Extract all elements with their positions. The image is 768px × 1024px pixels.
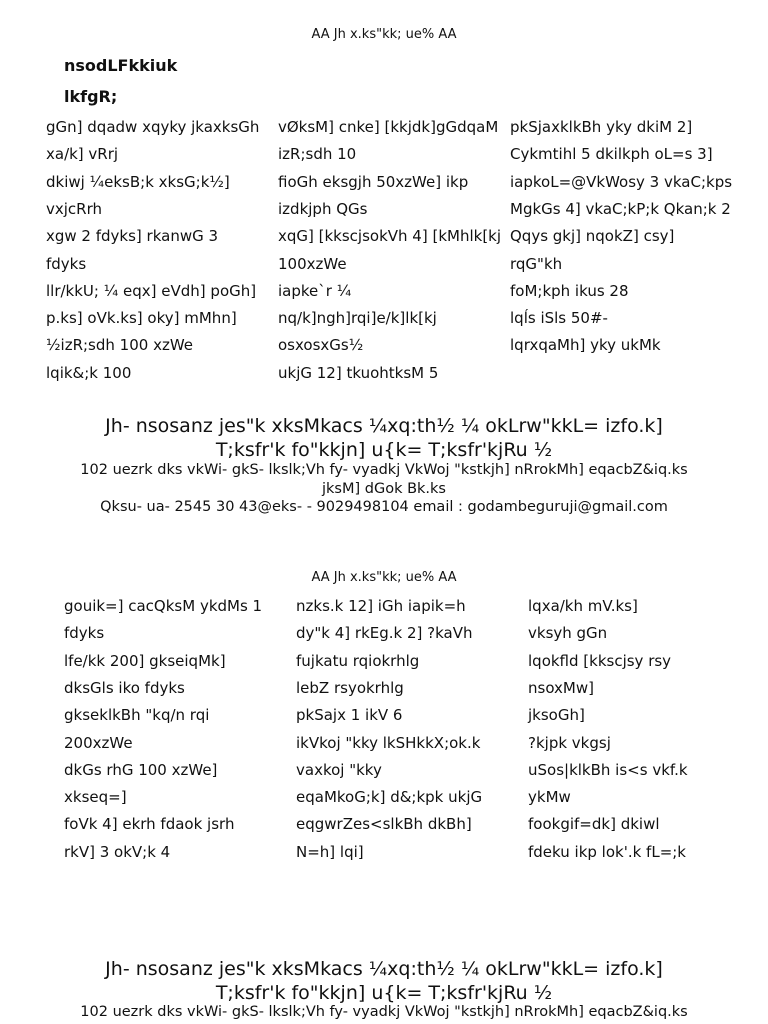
list-item: p.ks] oVk.ks] oky] mMhn] <box>46 309 237 328</box>
list-item: ukjG 12] tkuohtksM 5 <box>278 363 439 382</box>
list-item: nsoxMw] <box>528 678 594 697</box>
list-item: eqaMkoG;k] d&;kpk ukjG <box>296 788 483 807</box>
list-item: dy"k 4] rkEg.k 2] ?kaVh <box>296 624 473 643</box>
list-item: vØksM] cnke] [kkjdk]gGdqaM <box>278 118 499 136</box>
page2-title-line2: T;ksfr'k fo"kkjn] u{k= T;ksfr'kjRu ½ <box>215 982 553 1004</box>
list-item: xkseq=] <box>64 788 127 807</box>
list-item: rkV] 3 okV;k 4 <box>64 842 171 861</box>
list-item: dksGls iko fdyks <box>64 678 185 697</box>
list-item: lqxa/kh mV.ks] <box>528 597 638 615</box>
list-item: foVk 4] ekrh fdaok jsrh <box>64 815 235 834</box>
list-item: vaxkoj "kky <box>296 760 382 779</box>
list-item: xa/k] vRrj <box>46 145 119 164</box>
heading-lkfgr: lkfgR; <box>64 87 118 106</box>
page2-address-line1: 102 uezrk dks vkWi- gkS- lkslk;Vh fy- vyadkj VkWoj "kstkjh] nRrokMh] eqacbZ&iq.ks <box>80 1004 688 1020</box>
list-item: 100xzWe <box>278 254 347 273</box>
list-item: fioGh eksgjh 50xzWe] ikp <box>278 172 469 191</box>
list-item: iapkoL=@VkWosy 3 vkaC;kps <box>510 172 733 191</box>
list-item: iapke`r ¼ <box>278 281 352 300</box>
list-item: lfe/kk 200] gkseiqMk] <box>64 651 226 670</box>
list-item: ½izR;sdh 100 xzWe <box>46 336 193 355</box>
list-item: fdeku ikp lok'.k fL=;k <box>528 842 686 861</box>
list-item: llr/kkU; ¼ eqx] eVdh] poGh] <box>46 281 257 300</box>
list-item: lqik&;k 100 <box>46 363 132 382</box>
page1-title-line2: T;ksfr'k fo"kkjn] u{k= T;ksfr'kjRu ½ <box>215 439 553 461</box>
list-item: ikVkoj "kky lkSHkkX;ok.k <box>296 733 481 752</box>
list-item: lqĺs iSls 50#- <box>510 309 608 328</box>
page2-header: AA Jh x.ks"kk; ue% AA <box>311 570 457 585</box>
list-item: fookgif=dk] dkiwl <box>528 815 660 834</box>
page2-title-line1: Jh- nsosanz jes"k xksMkacs ¼xq:th½ ¼ okLrw"kkL= izfo.k] <box>105 958 663 980</box>
list-item: fdyks <box>46 254 87 273</box>
list-item: pkSajx 1 ikV 6 <box>296 706 403 725</box>
list-item: vxjcRrh <box>46 199 103 218</box>
list-item: foM;kph ikus 28 <box>510 281 629 300</box>
list-item: lqrxqaMh] yky ukMk <box>510 336 661 355</box>
list-item: MgkGs 4] vkaC;kP;k Qkan;k 2 <box>510 199 731 218</box>
page1-contact-line: Qksu- ua- 2545 30 43@eks- - 9029498104 email : godambeguruji@gmail.com <box>100 499 668 515</box>
page1-title-line1: Jh- nsosanz jes"k xksMkacs ¼xq:th½ ¼ okLrw"kkL= izfo.k] <box>105 415 663 437</box>
list-item: ?kjpk vkgsj <box>528 733 611 752</box>
page1-header: AA Jh x.ks"kk; ue% AA <box>311 27 457 42</box>
list-item: lebZ rsyokrhlg <box>296 678 404 697</box>
list-item: gkseklkBh "kq/n rqi <box>64 706 210 725</box>
list-item: pkSjaxklkBh yky dkiM 2] <box>510 118 693 136</box>
list-item: Cykmtihl 5 dkilkph oL=s 3] <box>510 145 713 164</box>
heading-nsodlfkkiuk: nsodLFkkiuk <box>64 56 178 75</box>
list-item: vksyh gGn <box>528 624 608 643</box>
list-item: izdkjph QGs <box>278 199 368 218</box>
list-item: dkGs rhG 100 xzWe] <box>64 760 218 779</box>
list-item: izR;sdh 10 <box>278 145 357 164</box>
list-item: osxosxGs½ <box>278 336 364 355</box>
list-item: ykMw <box>528 788 571 807</box>
list-item: gouik=] cacQksM ykdMs 1 <box>64 597 263 615</box>
list-item: dkiwj ¼eksB;k xksG;k½] <box>46 172 230 191</box>
page1-address-line1: 102 uezrk dks vkWi- gkS- lkslk;Vh fy- vyadkj VkWoj "kstkjh] nRrokMh] eqacbZ&iq.ks <box>80 462 688 478</box>
list-item: fujkatu rqiokrhlg <box>296 651 420 670</box>
page1-address-line2: jksM] dGok Bk.ks <box>322 481 446 497</box>
list-item: eqgwrZes<slkBh dkBh] <box>296 815 472 834</box>
list-item: xgw 2 fdyks] rkanwG 3 <box>46 227 219 246</box>
list-item: nzks.k 12] iGh iapik=h <box>296 597 466 615</box>
list-item: nq/k]ngh]rqi]e/k]lk[kj <box>278 309 437 328</box>
list-item: N=h] lqi] <box>296 842 364 861</box>
list-item: Qqys gkj] nqokZ] csy] <box>510 227 675 246</box>
list-item: fdyks <box>64 624 105 643</box>
list-item: lqokfld [kkscjsy rsy <box>528 651 672 670</box>
list-item: xqG] [kkscjsokVh 4] [kMhlk[kj <box>278 227 502 246</box>
list-item: gGn] dqadw xqyky jkaxksGh <box>46 118 260 136</box>
list-item: jksoGh] <box>528 706 585 725</box>
list-item: rqG"kh <box>510 254 563 273</box>
list-item: uSos|klkBh is<s vkf.k <box>528 760 688 779</box>
list-item: 200xzWe <box>64 733 133 752</box>
